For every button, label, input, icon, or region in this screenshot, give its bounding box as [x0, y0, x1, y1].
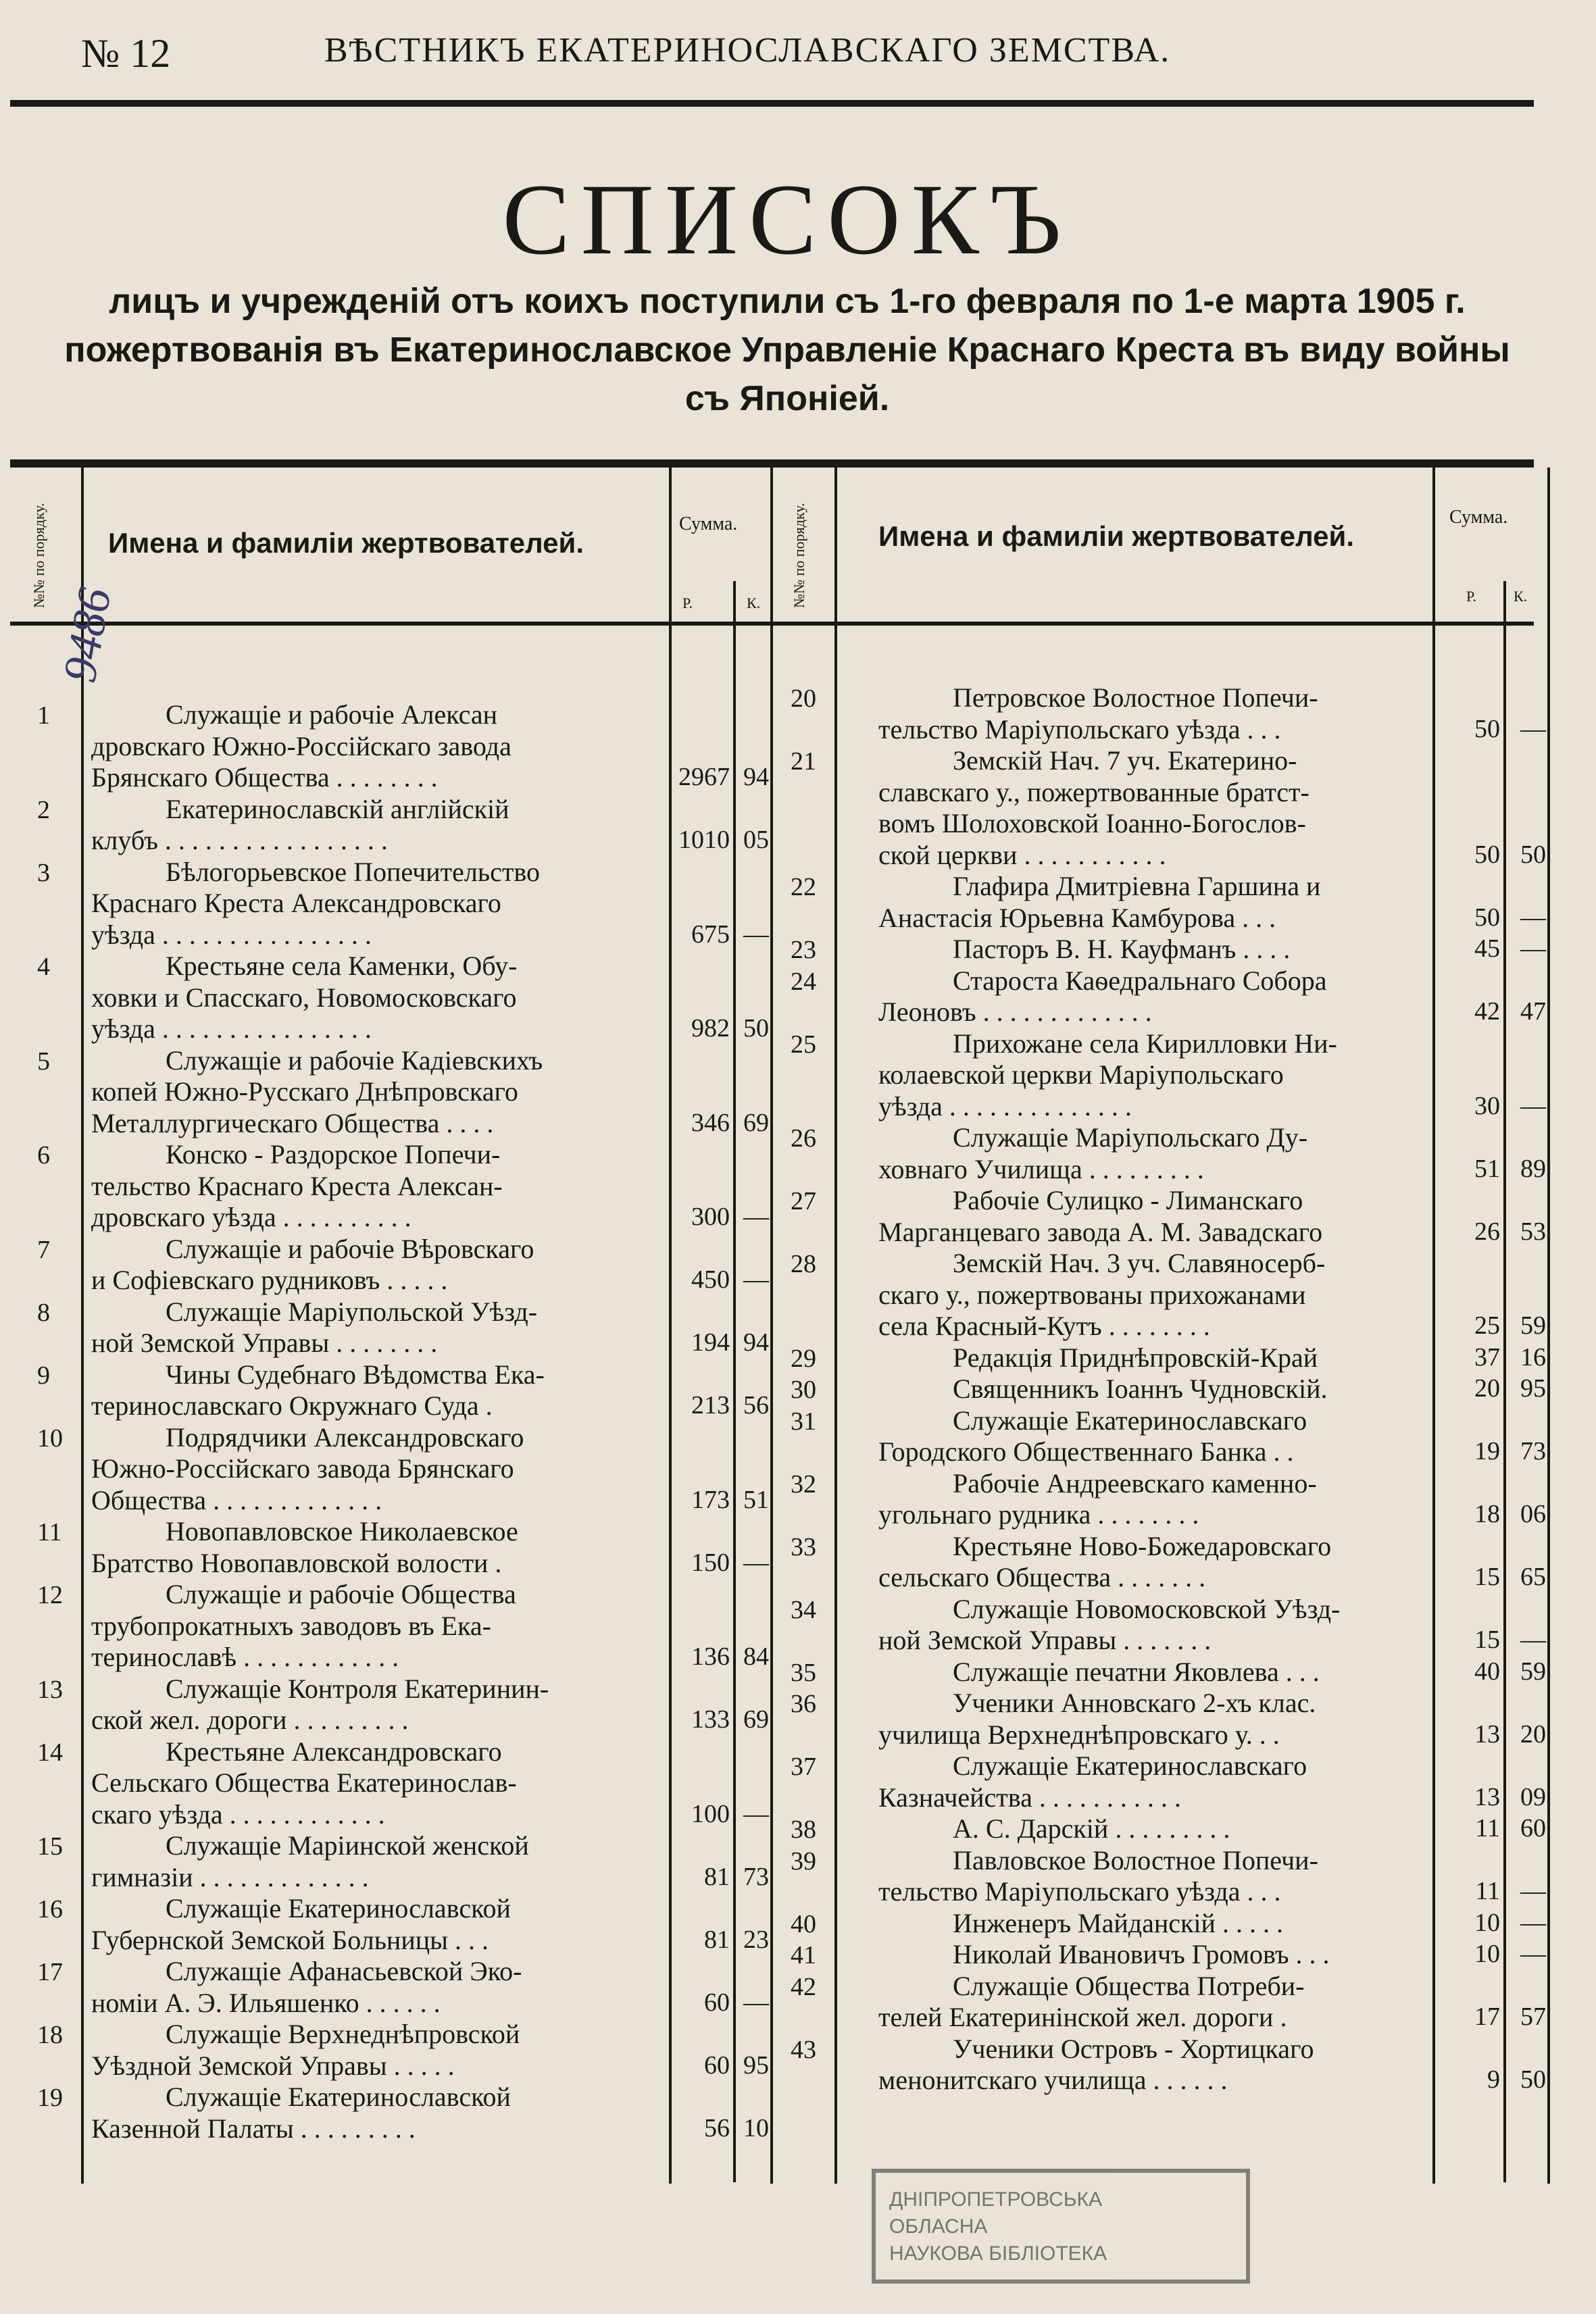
journal-title: ВѢСТНИКЪ ЕКАТЕРИНОСЛАВСКАГО ЗЕМСТВА. — [324, 31, 1171, 70]
donor-name-line: Рабочіе Сулицко - Лиманскаго — [953, 1185, 1303, 1215]
amount-rubles: 26 — [1474, 1217, 1500, 1246]
donor-name-line: Служащіе и рабочіе Общества — [166, 1579, 516, 1609]
donor-name-line: ной Земской Управы . . . . . . . — [878, 1625, 1212, 1655]
donor-name-line: Инженеръ Майданскій . . . . . — [953, 1907, 1283, 1938]
amount-kopecks: — — [1520, 934, 1546, 963]
donor-name-line: Служащіе Новомосковской Уѣзд- — [953, 1593, 1341, 1624]
entry-number: 9 — [37, 1361, 50, 1390]
table-top-rule — [10, 459, 1534, 468]
entry-number: 33 — [791, 1532, 816, 1561]
donor-name-line: Служащіе Екатеринославской — [166, 1893, 511, 1923]
donor-name-line: Служащіе Екатеринославскаго — [953, 1751, 1307, 1781]
entry-number: 25 — [791, 1030, 816, 1059]
amount-kopecks: 59 — [1520, 1657, 1546, 1686]
amount-kopecks: 89 — [1520, 1154, 1546, 1183]
names-header-right: Имена и фамиліи жертвователей. — [878, 520, 1355, 552]
entry-number: 10 — [37, 1424, 63, 1453]
donor-name-line: Служащіе Маріупольской Уѣзд- — [166, 1296, 538, 1327]
amount-kopecks: 73 — [743, 1862, 769, 1891]
subtitle-line-3: съ Японіей. — [684, 379, 890, 418]
amount-rubles: 51 — [1474, 1154, 1500, 1183]
donor-name-line: тельство Маріупольскаго уѣзда . . . — [878, 713, 1281, 745]
donor-name-line: ской жел. дороги . . . . . . . . . — [91, 1705, 409, 1735]
amount-kopecks: — — [743, 1548, 769, 1577]
amount-kopecks: — — [1520, 903, 1546, 932]
donor-name-line: Священникъ Іоаннъ Чудновскій. — [953, 1374, 1328, 1404]
amount-rubles: 450 — [691, 1265, 730, 1294]
entry-number: 11 — [37, 1518, 62, 1546]
entry-number: 16 — [37, 1895, 63, 1923]
column-divider — [81, 468, 84, 2184]
kop-header-left: К. — [747, 595, 761, 611]
amount-rubles: 30 — [1474, 1091, 1500, 1120]
entry-number: 15 — [37, 1832, 63, 1861]
amount-rubles: 60 — [704, 2051, 730, 2080]
donor-name-line: Служащіе и рабочіе Кадіевскихъ — [166, 1045, 543, 1076]
amount-kopecks: 69 — [743, 1705, 769, 1734]
donor-name-line: ховки и Спасскаго, Новомосковскаго — [91, 982, 517, 1013]
amount-kopecks: 16 — [1520, 1342, 1546, 1372]
amount-kopecks: 50 — [743, 1014, 769, 1042]
donor-name-line: Городского Общественнаго Банка . . — [878, 1436, 1294, 1467]
donor-name-line: угольнаго рудника . . . . . . . . — [878, 1499, 1199, 1530]
entry-number: 12 — [37, 1581, 63, 1609]
entry-number: 34 — [791, 1595, 816, 1624]
amount-rubles: 50 — [1474, 903, 1500, 932]
amount-rubles: 37 — [1474, 1342, 1500, 1372]
donor-name-line: колаевской церкви Маріупольскаго — [878, 1059, 1284, 1090]
amount-rubles: 42 — [1474, 997, 1500, 1026]
donor-name-line: Служащіе печатни Яковлева . . . — [953, 1656, 1320, 1687]
amount-rubles: 15 — [1474, 1563, 1500, 1591]
amount-kopecks: — — [1520, 714, 1546, 743]
names-header-left: Имена и фамиліи жертвователей. — [108, 527, 584, 559]
entry-number: 27 — [791, 1187, 816, 1215]
list-title: СПИСОКЪ — [502, 164, 1072, 276]
pencil-annotation: 9486 — [53, 584, 122, 686]
donor-name-line: клубъ . . . . . . . . . . . . . . . . . — [91, 825, 388, 855]
amount-kopecks: 06 — [1520, 1500, 1546, 1528]
stamp-line: ОБЛАСНА — [889, 2215, 988, 2238]
amount-kopecks: 10 — [743, 2113, 769, 2142]
amount-kopecks: — — [743, 1988, 769, 2017]
entry-number: 7 — [37, 1235, 50, 1264]
kop-header-right: К. — [1514, 588, 1528, 605]
amount-rubles: 25 — [1474, 1311, 1500, 1340]
amount-kopecks: 59 — [1520, 1311, 1546, 1340]
entry-number: 24 — [791, 967, 816, 996]
donor-name-line: Рабочіе Андреевскаго каменно- — [953, 1467, 1317, 1499]
entry-number: 35 — [791, 1658, 816, 1687]
donor-name-line: Казенной Палаты . . . . . . . . . — [91, 2113, 416, 2144]
entry-number: 30 — [791, 1376, 816, 1404]
donor-name-line: Конско - Раздорское Попечи- — [166, 1139, 501, 1169]
amount-rubles: 2967 — [678, 763, 730, 791]
amount-rubles: 11 — [1475, 1877, 1500, 1905]
stamp-line: ДНІПРОПЕТРОВСЬКА — [889, 2188, 1102, 2211]
donor-name-line: Казначейства . . . . . . . . . . . — [878, 1782, 1181, 1813]
amount-rubles: 10 — [1474, 1908, 1500, 1937]
amount-rubles: 194 — [691, 1328, 730, 1357]
amount-rubles: 45 — [1474, 934, 1500, 963]
amount-kopecks: 50 — [1520, 840, 1546, 869]
donor-name-line: Николай Ивановичъ Громовъ . . . — [953, 1939, 1330, 1969]
entry-number: 8 — [37, 1298, 50, 1327]
donor-name-line: Южно-Россійскаго завода Брянскаго — [91, 1453, 514, 1484]
donor-name-line: Служащіе Маріупольскаго Ду- — [953, 1122, 1308, 1153]
donor-name-line: Ученики Анновскаго 2-хъ клас. — [953, 1688, 1316, 1718]
donor-name-line: Служащіе Верхнеднѣпровской — [166, 2019, 520, 2049]
donor-name-line: Служащіе Контроля Екатеринин- — [166, 1673, 549, 1704]
donor-name-line: Металлургическаго Общества . . . . — [91, 1107, 494, 1138]
donor-name-line: Общества . . . . . . . . . . . . . — [91, 1484, 382, 1515]
amount-rubles: 81 — [704, 1862, 730, 1891]
donor-name-line: номіи А. Э. Ильяшенко . . . . . . — [91, 1987, 441, 2018]
amount-rubles: 100 — [691, 1799, 730, 1828]
stamp-line: НАУКОВА БІБЛІОТЕКА — [889, 2242, 1107, 2265]
donor-name-line: Павловское Волостное Попечи- — [953, 1844, 1318, 1876]
donor-name-line: Екатеринославскій англійскій — [166, 793, 509, 824]
donor-name-line: ховнаго Училища . . . . . . . . . — [878, 1153, 1204, 1184]
entry-number: 39 — [791, 1846, 816, 1876]
entry-number: 20 — [791, 684, 816, 713]
donor-name-line: телей Екатеринінской жел. дороги . — [878, 2002, 1287, 2032]
donor-name-line: Новопавловское Николаевское — [166, 1516, 518, 1546]
donor-name-line: дровскаго Южно-Россійскаго завода — [91, 730, 512, 761]
donor-name-line: Крестьяне Александровскаго — [166, 1736, 502, 1767]
amount-kopecks: 20 — [1520, 1719, 1546, 1749]
amount-kopecks: — — [1520, 1877, 1546, 1905]
donor-name-line: уѣзда . . . . . . . . . . . . . . . . — [91, 1013, 372, 1044]
entry-number: 13 — [37, 1675, 63, 1704]
order-header-right: №№ по порядку. — [791, 503, 807, 608]
amount-kopecks: — — [743, 920, 769, 949]
donor-name-line: Губернской Земской Больницы . . . — [91, 1924, 489, 1955]
amount-kopecks: 56 — [743, 1391, 769, 1419]
amount-rubles: 675 — [691, 920, 730, 949]
amount-kopecks: — — [1520, 1091, 1546, 1120]
entry-number: 28 — [791, 1250, 816, 1278]
amount-kopecks: 94 — [743, 1328, 769, 1357]
amount-rubles: 213 — [691, 1391, 730, 1419]
amount-rubles: 11 — [1475, 1814, 1500, 1842]
rub-header-left: Р. — [682, 595, 693, 611]
entry-number: 5 — [37, 1047, 50, 1076]
entry-number: 43 — [791, 2035, 816, 2064]
donor-name-line: Чины Судебнаго Вѣдомства Ека- — [166, 1359, 545, 1390]
amount-kopecks: 05 — [743, 826, 769, 854]
amount-kopecks: 23 — [743, 1925, 769, 1954]
amount-rubles: 18 — [1474, 1500, 1500, 1528]
entry-number: 22 — [791, 873, 816, 901]
entry-number: 2 — [37, 795, 50, 824]
donor-name-line: Служащіе Маріинской женской — [166, 1830, 529, 1861]
donor-name-line: Братство Новопавловской волости . — [91, 1547, 502, 1578]
amount-rubles: 346 — [691, 1108, 730, 1137]
amount-rubles: 150 — [691, 1548, 730, 1577]
donor-name-line: Крестьяне села Каменки, Обу- — [166, 951, 518, 981]
entry-number: 40 — [791, 1909, 816, 1938]
entry-number: 21 — [791, 747, 816, 776]
donor-name-line: села Красный-Кутъ . . . . . . . . — [878, 1311, 1210, 1341]
entry-number: 23 — [791, 936, 816, 964]
donor-name-line: Глафира Дмитріевна Гаршина и — [953, 871, 1321, 901]
amount-rubles: 19 — [1474, 1437, 1500, 1465]
donor-name-line: Служащіе и рабочіе Вѣровскаго — [166, 1233, 534, 1264]
donor-name-line: и Софіевскаго рудниковъ . . . . . — [91, 1265, 448, 1295]
column-divider — [1547, 468, 1550, 2184]
amount-kopecks: — — [743, 1265, 769, 1294]
amount-rubles: 9 — [1487, 2065, 1500, 2094]
amount-kopecks: 69 — [743, 1108, 769, 1137]
donor-name-line: Уѣздной Земской Управы . . . . . — [91, 2050, 455, 2081]
entry-number: 17 — [37, 1958, 63, 1986]
entry-number: 1 — [37, 701, 50, 730]
entry-number: 3 — [37, 858, 50, 887]
sum-header-left: Сумма. — [679, 513, 738, 534]
entry-number: 32 — [791, 1469, 816, 1499]
header-rule — [10, 100, 1534, 107]
donor-name-line: Анастасія Юрьевна Камбурова . . . — [878, 902, 1276, 933]
amount-kopecks: — — [1520, 1908, 1546, 1937]
amount-kopecks: 51 — [743, 1485, 769, 1514]
amount-rubles: 20 — [1474, 1374, 1500, 1403]
donor-name-line: Краснаго Креста Александровскаго — [91, 888, 501, 918]
amount-kopecks: 84 — [743, 1642, 769, 1671]
entry-number: 29 — [791, 1344, 816, 1373]
column-divider — [1432, 468, 1435, 2184]
column-divider — [669, 468, 672, 2184]
donor-name-line: Пасторъ В. Н. Кауфманъ . . . . — [953, 934, 1291, 964]
donor-name-line: Петровское Волостное Попечи- — [953, 682, 1318, 713]
amount-kopecks: — — [743, 1203, 769, 1231]
donor-name-line: Служащіе Афанасьевской Эко- — [166, 1956, 522, 1986]
donor-name-line: Брянскаго Общества . . . . . . . . — [91, 762, 438, 793]
donor-name-line: Крестьяне Ново-Божедаровскаго — [953, 1530, 1332, 1561]
donor-name-line: Староста Каѳедральнаго Собора — [953, 965, 1327, 996]
amount-rubles: 133 — [691, 1705, 730, 1734]
donor-name-line: дровскаго уѣзда . . . . . . . . . . — [91, 1202, 412, 1232]
amount-kopecks: 65 — [1520, 1563, 1546, 1591]
order-header-left: №№ по порядку. — [30, 503, 47, 608]
amount-rubles: 136 — [691, 1642, 730, 1671]
amount-kopecks: 60 — [1520, 1814, 1546, 1842]
donor-name-line: скаго у., пожертвованы прихожанами — [878, 1279, 1306, 1310]
amount-rubles: 50 — [1474, 714, 1500, 743]
donor-name-line: Бѣлогорьевское Попечительство — [166, 856, 540, 887]
amount-rubles: 13 — [1474, 1719, 1500, 1749]
sum-header-right: Сумма. — [1449, 507, 1508, 528]
amount-rubles: 173 — [691, 1485, 730, 1514]
donor-name-line: ной Земской Управы . . . . . . . . — [91, 1328, 438, 1358]
donor-name-line: Служащіе и рабочіе Алексан — [166, 699, 498, 730]
donor-name-line: гимназіи . . . . . . . . . . . . . — [91, 1861, 369, 1892]
donor-name-line: Прихожане села Кирилловки Ни- — [953, 1028, 1337, 1059]
entry-number: 26 — [791, 1124, 816, 1153]
donor-name-line: училища Верхнеднѣпровскаго у. . . — [878, 1719, 1280, 1750]
entry-number: 19 — [37, 2084, 63, 2112]
donor-name-line: теринославѣ . . . . . . . . . . . . — [91, 1642, 399, 1672]
amount-kopecks: 53 — [1520, 1217, 1546, 1246]
donor-name-line: Ученики Островъ - Хортицкаго — [953, 2033, 1314, 2064]
donor-name-line: сельскаго Общества . . . . . . . — [878, 1562, 1206, 1592]
column-divider — [770, 468, 773, 2184]
amount-rubles: 15 — [1474, 1626, 1500, 1654]
amount-rubles: 982 — [691, 1014, 730, 1042]
donor-name-line: уѣзда . . . . . . . . . . . . . . — [878, 1090, 1132, 1122]
amount-kopecks: — — [1520, 1626, 1546, 1654]
subtitle-line-1: лицъ и учрежденій отъ коихъ поступили съ 1-го февраля по 1-е марта 1905 г. — [109, 282, 1466, 321]
donor-name-line: тельство Маріупольскаго уѣзда . . . — [878, 1876, 1281, 1907]
entry-number: 38 — [791, 1815, 816, 1844]
donor-name-line: Земскій Нач. 3 уч. Славяносерб- — [953, 1248, 1326, 1278]
donor-name-line: теринославскаго Окружнаго Суда . — [91, 1390, 493, 1421]
donor-name-line: ской церкви . . . . . . . . . . . — [878, 839, 1166, 870]
amount-rubles: 13 — [1474, 1782, 1500, 1811]
amount-rubles: 40 — [1474, 1657, 1500, 1686]
donor-name-line: скаго уѣзда . . . . . . . . . . . . — [91, 1799, 385, 1830]
donor-name-line: Сельскаго Общества Екатеринослав- — [91, 1767, 517, 1798]
entry-number: 14 — [37, 1738, 63, 1767]
amount-kopecks: — — [1520, 1940, 1546, 1968]
donor-name-line: Подрядчики Александровскаго — [166, 1422, 524, 1453]
amount-rubles: 10 — [1474, 1940, 1500, 1968]
amount-kopecks: 09 — [1520, 1782, 1546, 1811]
amount-kopecks: 95 — [743, 2051, 769, 2080]
donor-name-line: славскаго у., пожертвованные братст- — [878, 776, 1310, 807]
amount-rubles: 81 — [704, 1925, 730, 1954]
entry-number: 42 — [791, 1972, 816, 2001]
donor-name-line: менонитскаго училища . . . . . . — [878, 2065, 1228, 2095]
rub-header-right: Р. — [1466, 588, 1476, 605]
entry-number: 6 — [37, 1141, 50, 1169]
amount-rubles: 17 — [1474, 2003, 1500, 2031]
amount-kopecks: 50 — [1520, 2065, 1546, 2094]
amount-kopecks: 94 — [743, 763, 769, 791]
donor-name-line: копей Южно-Русскаго Днѣпровскаго — [91, 1076, 518, 1107]
amount-kopecks: 95 — [1520, 1374, 1546, 1403]
entry-number: 37 — [791, 1753, 816, 1781]
amount-rubles: 50 — [1474, 840, 1500, 869]
entry-number: 18 — [37, 2021, 63, 2049]
issue-number: № 12 — [81, 31, 171, 76]
donor-name-line: Служащіе Екатеринославской — [166, 2082, 511, 2112]
donor-name-line: вомъ Шолоховской Іоанно-Богослов- — [878, 808, 1306, 838]
donor-name-line: трубопрокатныхъ заводовъ въ Ека- — [91, 1610, 491, 1641]
donor-name-line: Служащіе Общества Потреби- — [953, 1970, 1305, 2001]
library-stamp — [872, 2169, 1250, 2284]
donor-name-line: Редакція Приднѣпровскій-Край — [953, 1342, 1318, 1373]
donor-name-line: А. С. Дарскій . . . . . . . . . — [953, 1813, 1230, 1844]
column-divider — [834, 468, 837, 2184]
donor-name-line: уѣзда . . . . . . . . . . . . . . . . — [91, 919, 372, 950]
donor-name-line: Служащіе Екатеринославскаго — [953, 1405, 1307, 1436]
amount-rubles: 60 — [704, 1988, 730, 2017]
donor-name-line: Земскій Нач. 7 уч. Екатерино- — [953, 745, 1297, 776]
amount-kopecks: 47 — [1520, 997, 1546, 1026]
entry-number: 31 — [791, 1407, 816, 1436]
subtitle-line-2: пожертвованія въ Екатеринославское Управленіе Краснаго Креста въ виду войны — [64, 330, 1510, 370]
donor-name-line: тельство Краснаго Креста Алексан- — [91, 1170, 503, 1201]
amount-rubles: 300 — [691, 1203, 730, 1231]
amount-kopecks: 57 — [1520, 2003, 1546, 2031]
entry-number: 4 — [37, 953, 50, 981]
donor-name-line: Марганцеваго завода А. М. Завадскаго — [878, 1216, 1323, 1247]
amount-rubles: 1010 — [678, 826, 730, 854]
amount-rubles: 56 — [704, 2113, 730, 2142]
donor-name-line: Леоновъ . . . . . . . . . . . . . — [878, 997, 1152, 1027]
title-block — [0, 162, 1574, 423]
entry-number: 41 — [791, 1941, 816, 1969]
amount-kopecks: 73 — [1520, 1437, 1546, 1465]
journal-header — [0, 20, 1596, 95]
entry-number: 36 — [791, 1690, 816, 1718]
amount-kopecks: — — [743, 1799, 769, 1828]
